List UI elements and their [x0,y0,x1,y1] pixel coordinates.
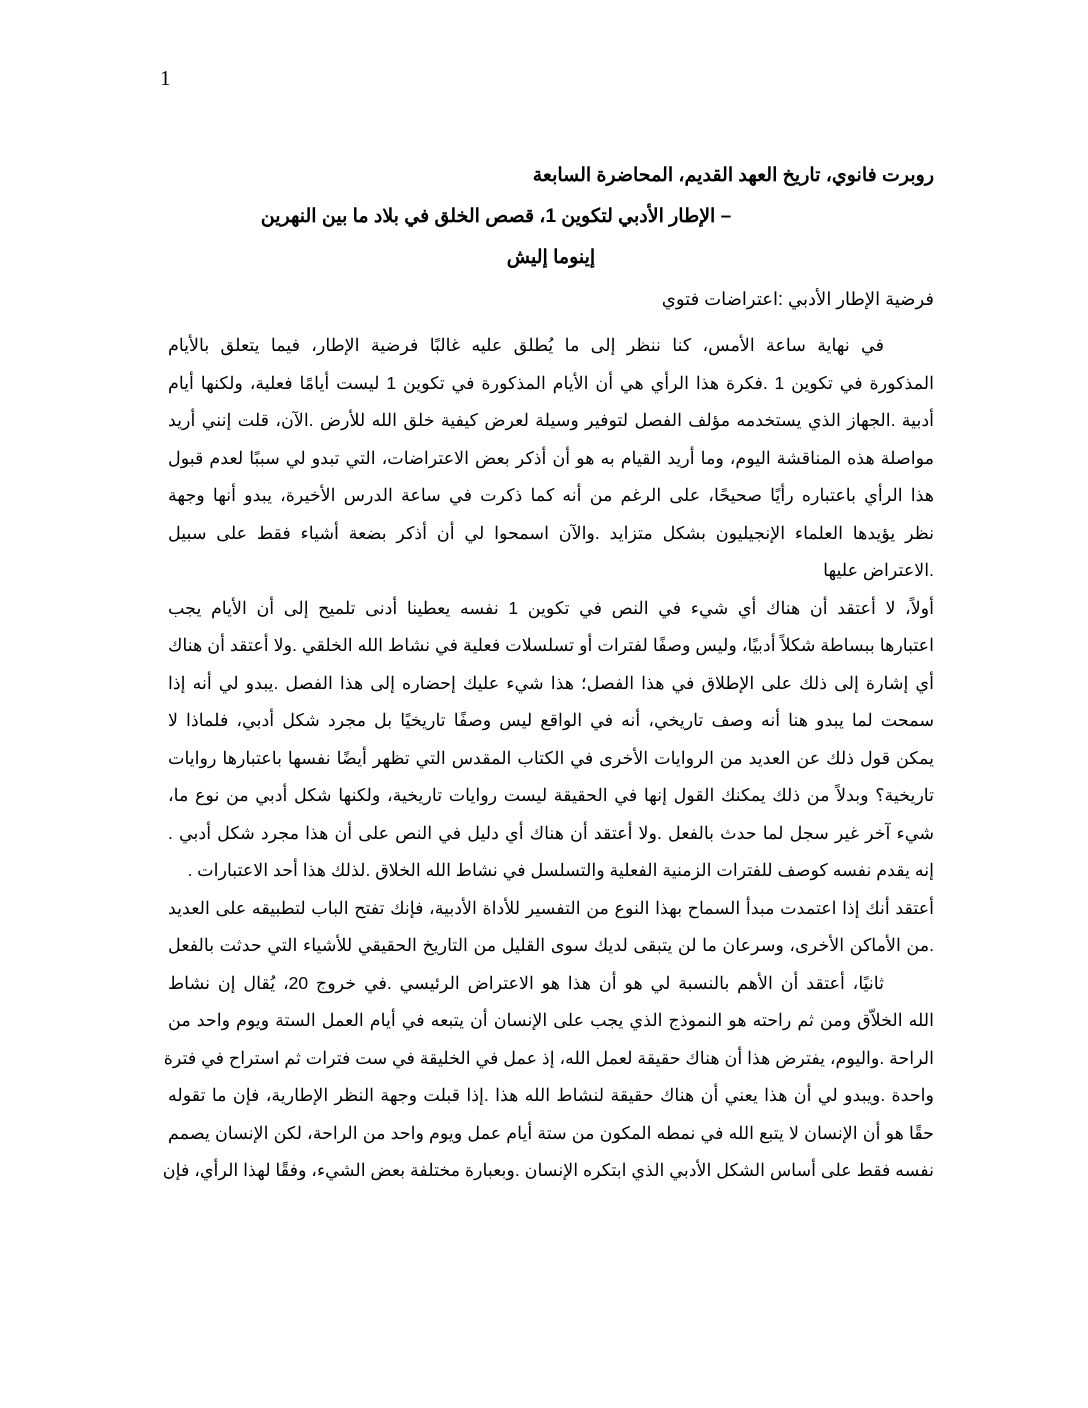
paragraph-line: يمكن قول ذلك عن العديد من الروايات الأخرى في الكتاب المقدس التي تظهر أيضًا نفسها باعتبارها روايات [168,747,934,768]
section-title: فرضية الإطار الأدبي :اعتراضات فتوي [661,289,934,309]
paragraph-line: .من الأماكن الأخرى، وسرعان ما لن يتبقى لديك سوى القليل من التاريخ الحقيقي للأشياء التي حدثت بالفعل [168,935,934,955]
paragraph-line: واحدة .ويبدو لي أن هذا يعني أن هناك حقيقة لنشاط الله هذا .إذا قبلت وجهة النظر الإطارية، فإن ما تقوله [168,1085,934,1105]
paragraph-line: تاريخية؟ وبدلاً من ذلك يمكنك القول إنها في الحقيقة ليست روايات تاريخية، ولكنها شكل أدبي من نوع ما، [168,785,934,805]
paragraph-line: نفسه فقط على أساس الشكل الأدبي الذي ابتكره الإنسان .وبعبارة مختلفة بعض الشيء، وفقًا لهذا الرأي، فإن [162,1160,934,1180]
paragraph-line: اعتبارها ببساطة شكلاً أدبيًا، وليس وصفًا لفترات أو تسلسلات فعلية في نشاط الله الخلقي .ولا أعتقد أن هناك [168,635,934,655]
paragraph-line: حقًا هو أن الإنسان لا يتبع الله في نمطه المكون من ستة أيام عمل ويوم واحد من الراحة، لكن الإنسان يصمم [168,1122,934,1143]
paragraph-line: المذكورة في تكوين 1 .فكرة هذا الرأي هي أن الأيام المذكورة في تكوين 1 ليست أيامًا فعلية، ولكنها أيام [168,372,935,393]
document-title-line-2: – الإطار الأدبي لتكوين 1، قصص الخلق في بلاد ما بين النهرين [260,206,732,227]
paragraph-line: هذا الرأي باعتباره رأيًا صحيحًا، على الرغم من أنه كما ذكرت في ساعة الدرس الأخيرة، يبدو أنها وجهة [168,485,934,505]
document-title-line-3: إينوما إليش [506,247,596,268]
paragraph-line: أولاً، لا أعتقد أن هناك أي شيء في النص في تكوين 1 نفسه يعطينا أدنى تلميح إلى أن الأيام يجب [168,597,934,618]
paragraph-line: إنه يقدم نفسه كوصف للفترات الزمنية الفعلية والتسلسل في نشاط الله الخلاق .لذلك هذا أحد الاعتبارات . [187,860,934,880]
paragraph-line: مواصلة هذه المناقشة اليوم، وما أريد القيام به هو أن أذكر بعض الاعتراضات، التي تبدو لي سببًا لعدم قبول [168,447,934,468]
paragraph-line: أعتقد أنك إذا اعتمدت مبدأ السماح بهذا النوع من التفسير للأداة الأدبية، فإنك تفتح الباب لتطبيقه على العديد [168,897,934,918]
paragraph-line: أي إشارة إلى ذلك على الإطلاق في هذا الفصل؛ هذا شيء عليك إحضاره إلى هذا الفصل .يبدو لي أنه إذا [168,672,934,693]
paragraph-line: شيء آخر غير سجل لما حدث بالفعل .ولا أعتقد أن هناك أي دليل في النص على أن هذا مجرد شكل أدبي . [168,822,934,843]
paragraph-line: الله الخلاّق ومن ثم راحته هو النموذج الذي يجب على الإنسان أن يتبعه في أيام العمل الستة ويوم واحد من [168,1010,934,1030]
paragraph-line: أدبية .الجهاز الذي يستخدمه مؤلف الفصل لتوفير وسيلة لعرض كيفية خلق الله للأرض .الآن، قلت إنني أريد [168,410,934,430]
paragraph-line: سمحت لما يبدو هنا أنه وصف تاريخي، أنه في الواقع ليس وصفًا تاريخيًا بل مجرد شكل أدبي، فلماذا لا [168,710,934,730]
document-title-line-1: روبرت فانوي، تاريخ العهد القديم، المحاضرة السابعة [532,165,934,186]
paragraph-line: ثانيًا، أعتقد أن الأهم بالنسبة لي هو أن هذا هو الاعتراض الرئيسي .في خروج 20، يُقال إن نشاط [168,972,885,993]
paragraph-line: نظر يؤيدها العلماء الإنجيليون بشكل متزايد .والآن اسمحوا لي أن أذكر بضعة أشياء فقط على سبيل [168,522,934,543]
paragraph-line: .الاعتراض عليها [823,560,934,580]
page-number: 1 [160,66,171,90]
paragraph-line: الراحة .واليوم، يفترض هذا أن هناك حقيقة لعمل الله، إذ عمل في الخليقة في ست فترات ثم استراح في فترة [163,1047,934,1068]
paragraph-1 [168,327,934,590]
paragraph-2 [168,590,934,965]
document-body [162,165,935,1190]
paragraph-line: في نهاية ساعة الأمس، كنا ننظر إلى ما يُطلق عليه غالبًا فرضية الإطار، فيما يتعلق بالأيام [168,335,884,355]
paragraph-3 [162,965,934,1190]
